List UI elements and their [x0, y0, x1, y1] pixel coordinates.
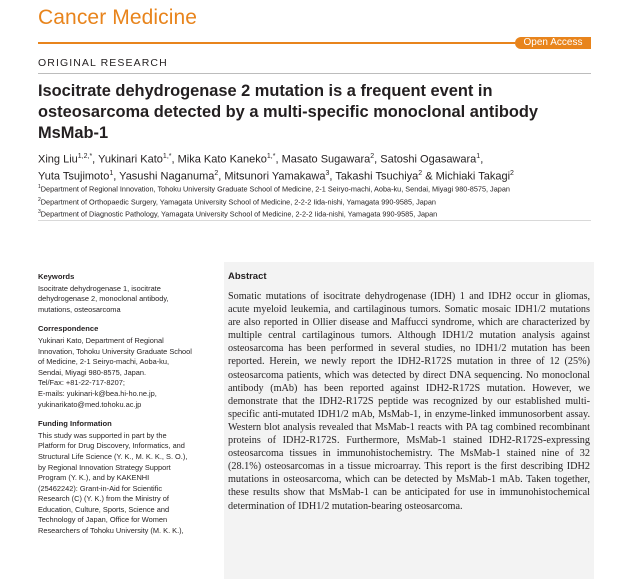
- correspondence-line: Yukinari Kato, Department of Regional: [38, 335, 164, 345]
- funding-line: Researchers of Tohoku University (M. K. K.),: [38, 526, 184, 536]
- author-affiliation-marker: 2: [510, 170, 514, 178]
- author-affiliation-marker: 1,2,*: [77, 153, 93, 160]
- affiliation-text: Department of Orthopaedic Surgery, Yamagata University School of Medicine, 2-2-2 Iida-nishi, Yamagata 990-9585, Japan: [40, 197, 436, 207]
- keywords-line: dehydrogenase 2, monoclonal antibody,: [38, 294, 169, 304]
- funding-line: This study was supported in part by the: [38, 430, 167, 440]
- author-list: Xing Liu$^{1,2,*}$, Yukinari Kato$^{1,*}$, Mika Kato Kaneko$^{1,*}$, Masato Sugawara$^2$, Satoshi Ogasawara$^1$, Yuta Tsujimoto$^1$, Yasushi Naganuma$^2$, Mitsunori Yamakawa$^3$, Takashi Tsuchiya$^2$ & Michiaki Takagi$^2$: [38, 153, 514, 183]
- author-name: Mitsunori Yamakawa: [224, 170, 326, 183]
- author-name: Yukinari Kato: [98, 153, 163, 166]
- author-affiliation-marker: 1,*: [266, 153, 276, 160]
- affiliation-number: 1: [38, 184, 41, 190]
- correspondence-block: [38, 324, 216, 410]
- affiliation-item: [38, 182, 598, 195]
- abstract-text: Somatic mutations of isocitrate dehydrogenase (IDH) 1 and IDH2 occur in gliomas, acute myeloid leukemia, and cartilaginous tumors. Somatic mosaic IDH1/2 mutations are also reported in Ollier disease and Maffucci syndrome, which are characterized by multiple central cartilaginous tumors. Although IDH1/2 mutation analysis against osteosarcoma has been performed in several studies, no IDH1/2 mutation has been reported. Herein, we newly report the IDH2-R172S mutation in three of 12 (25%) osteosarcoma patients, which was detected by direct DNA sequencing. No monoclonal antibody (mAb) has been reported against IDH2-R172S mutation. However, we demonstrate that the IDH2-R172S peptide was recognized by our established multi-specific anti-mutated IDH1/2 mAb, MsMab-1, in enzyme-linked immunosorbent assay. Western blot analysis revealed that MsMab-1 reacts with PA tag combined recombinant proteins of IDH2-R172S. Furthermore, MsMab-1 stained IDH2-R172S-expressing osteosarcoma tissues in immunohistochemistry. The MsMab-1 stained nine of 32 (28.1%) osteosarcomas in a tissue microarray. This report is the first describing IDH2 mutations in osteosarcoma, which can be detected by MsMab-1 mAb. Taken together, these results show that MsMab-1 can be anticipated for use in immunohistochemical determination of IDH1/2 mutation-bearing osteosarcoma.: [228, 291, 590, 512]
- affiliation-rule: [38, 220, 591, 221]
- author-affiliation-marker: 2: [418, 170, 423, 178]
- keywords-line: Isocitrate dehydrogenase 1, isocitrate: [38, 283, 161, 293]
- author-name: Takashi Tsuchiya: [335, 170, 419, 183]
- author-affiliation-marker: 1: [476, 153, 481, 160]
- correspondence-line: of Medicine, 2-1 Seiryo-machi, Aoba-ku,: [38, 357, 170, 367]
- keywords-block: [38, 272, 216, 315]
- funding-line: Research (C) (Y. K.) from the Ministry of: [38, 494, 169, 504]
- author-affiliation-marker: 3: [325, 170, 330, 178]
- affiliation-text: Department of Diagnostic Pathology, Yamagata University School of Medicine, 2-2-2 Iida-nishi, Yamagata 990-9585, Japan: [40, 209, 438, 219]
- funding-block: [38, 419, 216, 537]
- funding-line: Platform for Drug Discovery, Informatics, and: [38, 441, 185, 451]
- funding-line: Education, Culture, Sports, Science and: [38, 504, 170, 514]
- funding-line: Program (Y. K.), and by KAKENHI: [38, 473, 150, 483]
- section-label: ORIGINAL RESEARCH: [38, 57, 168, 69]
- open-access-badge: Open Access: [515, 37, 591, 49]
- affiliation-text: Department of Regional Innovation, Tohoku University Graduate School of Medicine, 2-1 Seiryo-machi, Aoba-ku, Sendai, Miyagi 980-8575, Japan: [40, 184, 510, 194]
- author-name: Yasushi Naganuma: [119, 170, 215, 183]
- correspondence-line: E-mails: yukinari-k@bea.hi-ho.ne.jp,: [38, 388, 157, 398]
- author-name: Michiaki Takagi: [435, 170, 511, 183]
- author-name: Mika Kato Kaneko: [177, 153, 267, 166]
- funding-line: Technology of Japan, Office for Women: [38, 515, 168, 525]
- funding-text: [38, 431, 216, 537]
- affiliation-item: [38, 195, 598, 208]
- correspondence-line: Sendai, Miyagi 980-8575, Japan.: [38, 367, 147, 377]
- author-name: Masato Sugawara: [281, 153, 371, 166]
- affiliation-number: 3: [38, 209, 41, 216]
- article-title: Isocitrate dehydrogenase 2 mutation is a frequent event in osteosarcoma detected by a multi-specific monoclonal antibody MsMab-1: [38, 82, 539, 142]
- funding-line: (25462242): Grant-in-Aid for Scientific: [38, 483, 163, 493]
- correspondence-line: Innovation, Tohoku University Graduate School: [38, 346, 192, 356]
- article-info-column: [38, 272, 216, 546]
- funding-heading: Funding Information: [38, 419, 112, 429]
- keywords-text: [38, 284, 216, 316]
- abstract-heading: Abstract: [228, 271, 267, 282]
- author-affiliation-marker: 1: [109, 170, 114, 178]
- funding-line: Structural Life Science (Y. K., M. K. K., S. O.),: [38, 451, 188, 461]
- section-rule: [38, 73, 591, 74]
- correspondence-heading: Correspondence: [38, 324, 99, 334]
- correspondence-line: Tel/Fax: +81-22-717-8207;: [38, 378, 125, 388]
- author-affiliation-marker: 2: [370, 153, 375, 160]
- correspondence-line: yukinarikato@med.tohoku.ac.jp: [38, 399, 142, 409]
- keywords-heading: Keywords: [38, 272, 75, 281]
- keywords-line: mutations, osteosarcoma: [38, 304, 121, 314]
- funding-line: by Regional Innovation Strategy Support: [38, 462, 171, 472]
- affiliation-list: [38, 182, 598, 220]
- author-name: Yuta Tsujimoto: [38, 170, 110, 183]
- journal-name: Cancer Medicine: [38, 6, 198, 29]
- author-name: Satoshi Ogasawara: [380, 153, 477, 166]
- author-name: Xing Liu: [38, 153, 78, 166]
- affiliation-item: [38, 207, 598, 220]
- correspondence-text: [38, 336, 216, 410]
- header-rule: [38, 42, 515, 44]
- author-affiliation-marker: 2: [214, 170, 219, 178]
- affiliation-number: 2: [38, 196, 41, 203]
- author-affiliation-marker: 1,*: [162, 153, 172, 160]
